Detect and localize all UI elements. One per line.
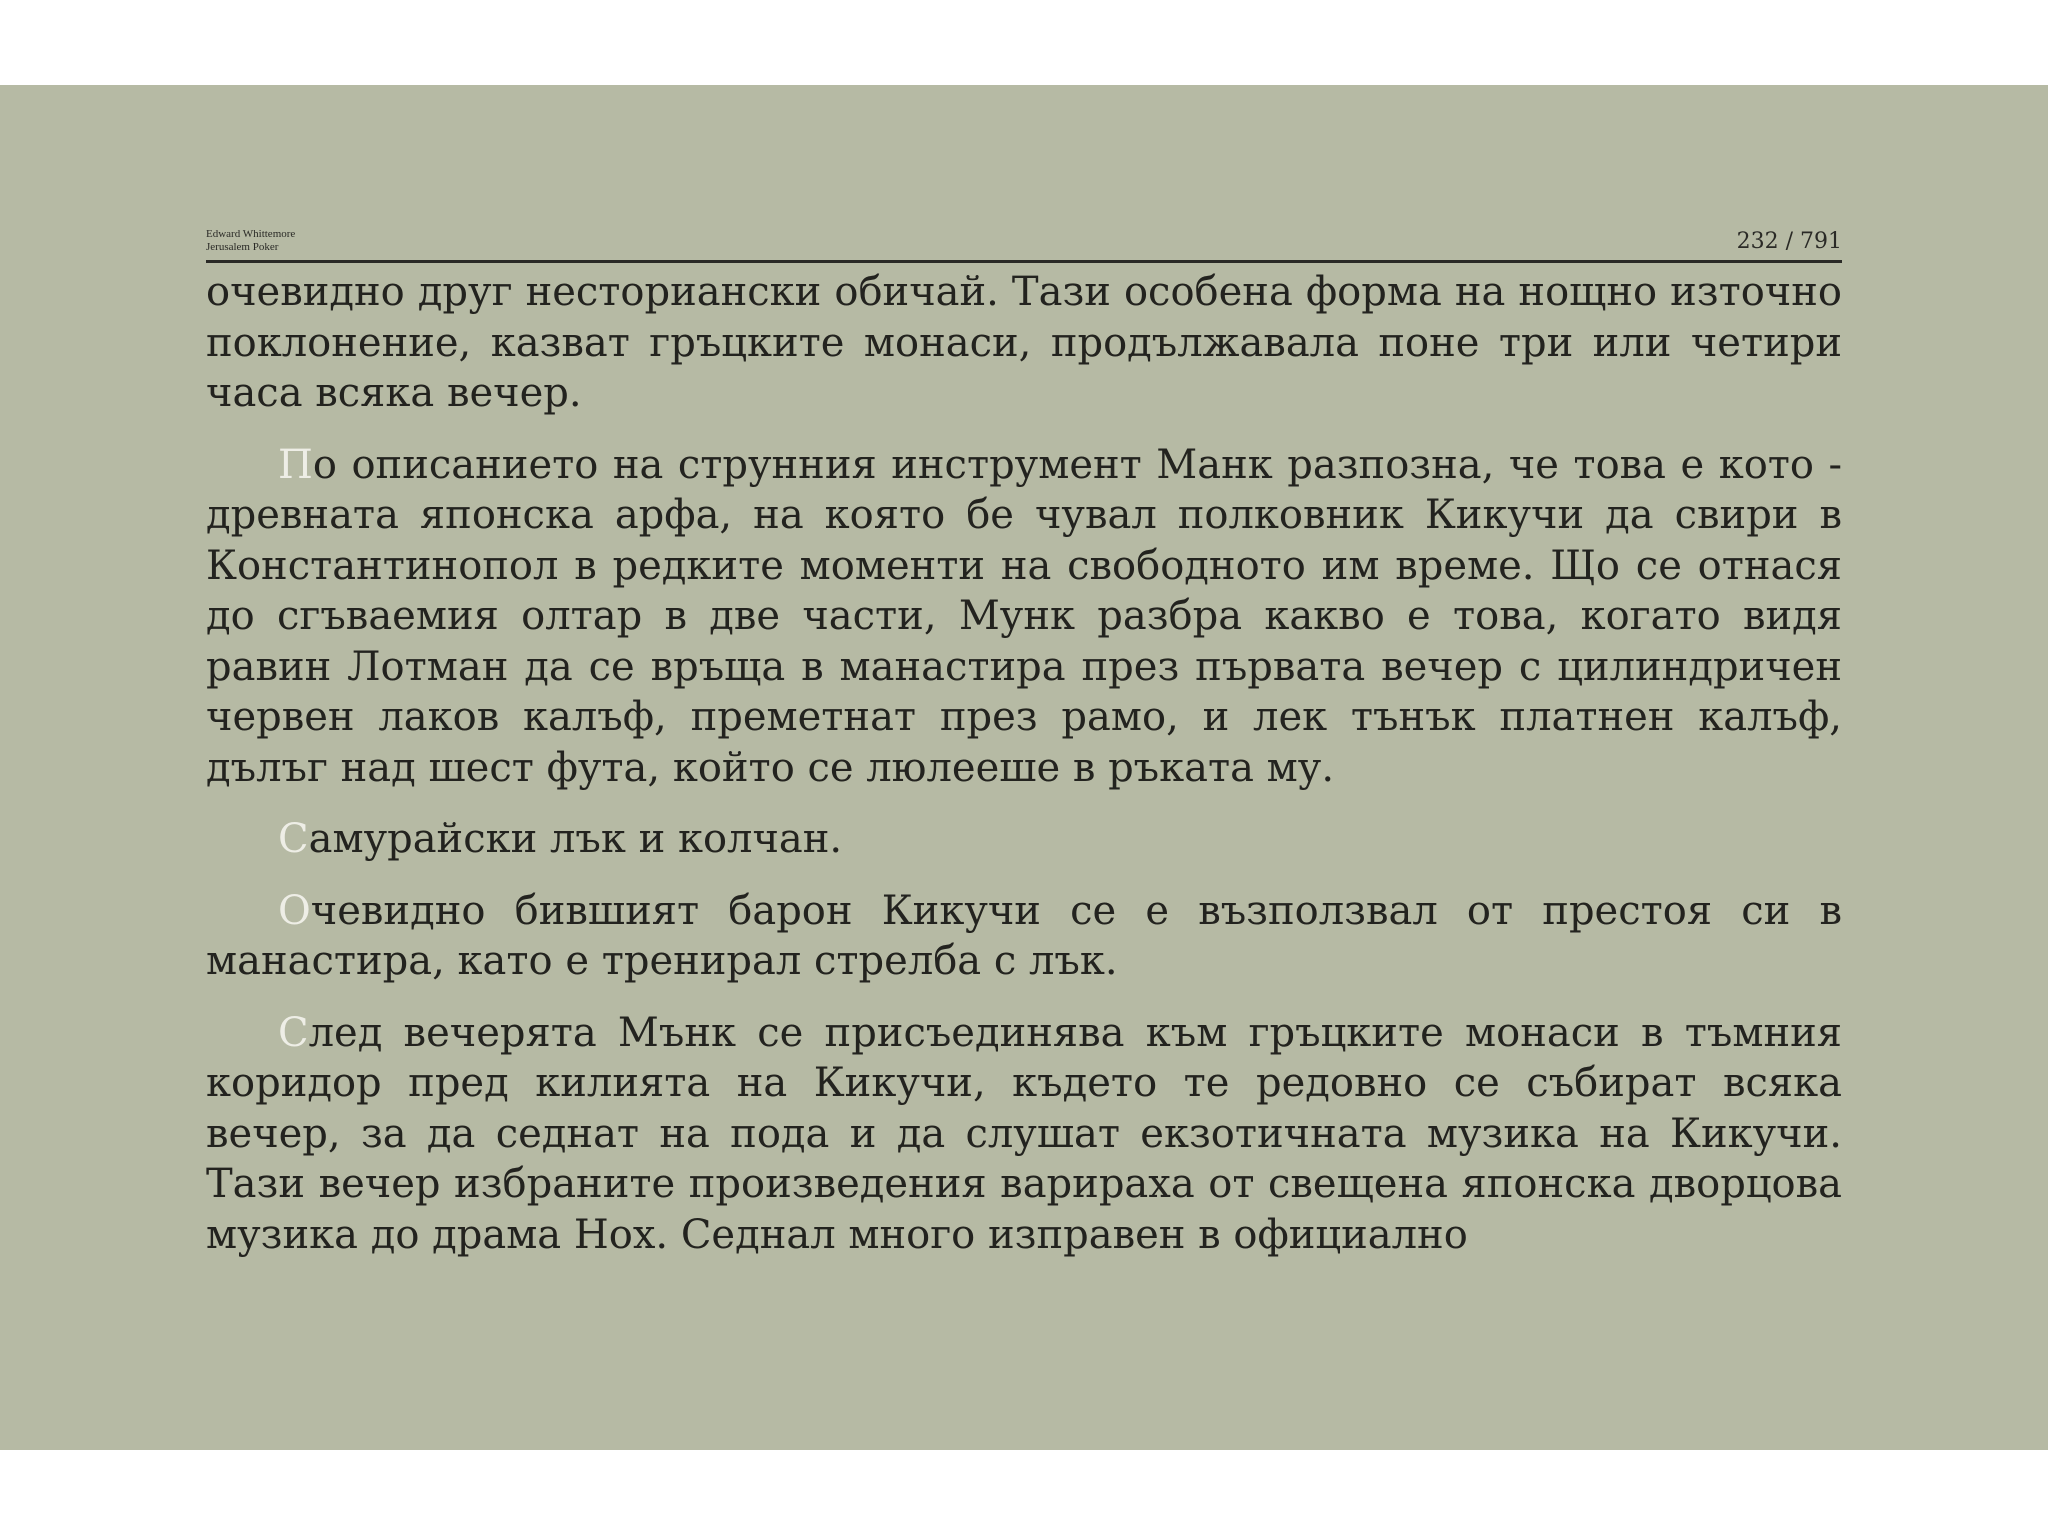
drop-cap: О	[278, 887, 311, 934]
paragraph-text: амурайски лък и колчан.	[308, 816, 843, 862]
paragraph	[206, 267, 1842, 419]
author-name: Edward Whittemore	[206, 228, 296, 240]
paragraph-text: очевидно друг несториански обичай. Тази особена форма на нощно източно поклонение, казват гръцките монаси, продължавала поне три или четири часа всяка вечер.	[206, 269, 1842, 416]
book-info	[206, 228, 295, 254]
page-number: 232 / 791	[1736, 229, 1842, 254]
paragraph-text: чевидно бившият барон Кикучи се е възползвал от престоя си в манастира, като е тренирал стрелба с лък.	[206, 887, 1842, 984]
paragraph	[206, 440, 1842, 794]
drop-cap: С	[278, 816, 309, 862]
book-text	[206, 267, 1842, 1281]
paragraph-text: лед вечерята Мънк се присъединява към гръцките монаси в тъмния коридор пред килията на Кикучи, където те редовно се събират всяка вечер, за да седнат на пода и да слушат екзотичната музика на Кикучи. Тази вечер избраните произведения варираха от свещена японска дворцова музика до драма Нох. Седнал много изправен в официално	[206, 1009, 1842, 1258]
page-header	[206, 136, 1842, 263]
paragraph	[206, 886, 1842, 987]
paragraph-text: о описанието на струнния инструмент Манк разпозна, че това е кото - древната японска арфа, на която бе чувал полковник Кикучи да свири в Константинопол в редките моменти на свободното им време. Що се отнася до сгъваемия олтар в две части, Мунк разбра какво е това, когато видя равин Лотман да се връща в манастира през първата вечер с цилиндричен червен лаков калъф, преметнат през рамо, и лек тънък платнен калъф, дълъг над шест фута, който се люлееше в ръката му.	[206, 441, 1842, 791]
paragraph	[206, 814, 1842, 865]
drop-cap: С	[278, 1009, 309, 1056]
paragraph	[206, 1008, 1842, 1261]
book-title: Jerusalem Poker	[206, 241, 279, 253]
drop-cap: П	[278, 441, 313, 488]
